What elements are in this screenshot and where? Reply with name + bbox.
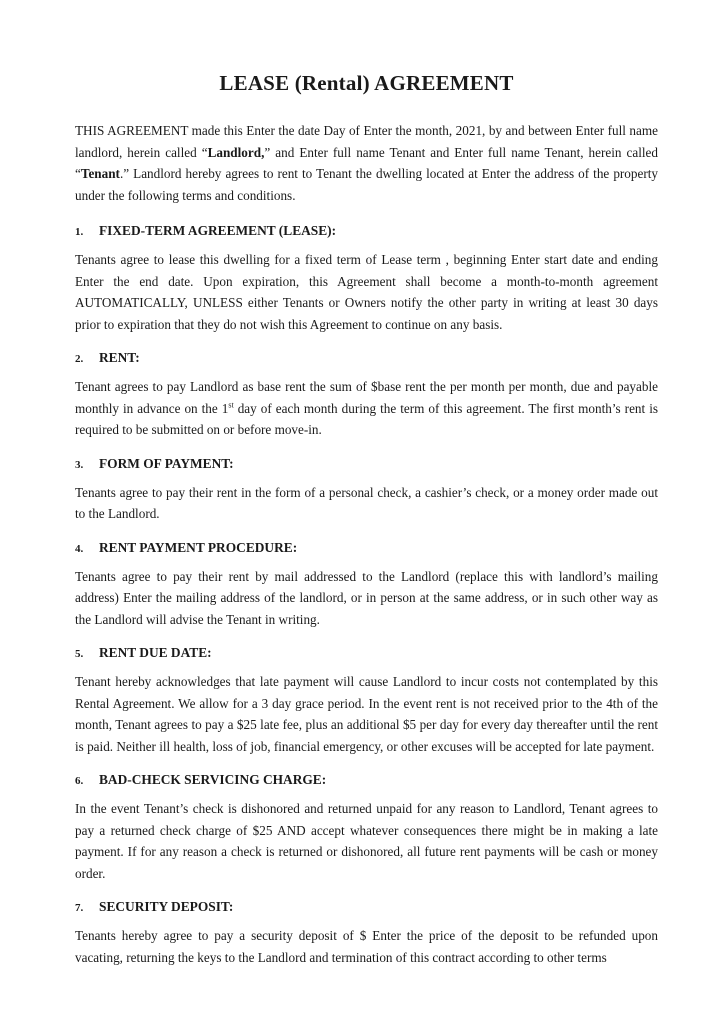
section-number: 6.	[75, 775, 84, 787]
intro-text-1: THIS AGREEMENT made this Enter the date Day of Enter the month, 2021, by and between Enter full name landlord, herein called “	[75, 123, 658, 160]
section-rent-due-date	[75, 642, 658, 757]
section-title: BAD-CHECK SERVICING CHARGE:	[99, 772, 327, 787]
ordinal-superscript: st	[228, 400, 234, 410]
section-body: In the event Tenant’s check is dishonored and returned unpaid for any reason to Landlord, Tenant agrees to pay a returned check charge of $25 AND accept whatever consequences there might be in making a late payment. If for any reason a check is returned or dishonored, all future rent payments will be cash or money order.	[75, 801, 658, 881]
rent-text-b: day of each month during the term of this agreement. The first month’s rent is required to be submitted on or before move-in.	[75, 400, 658, 437]
section-security-deposit	[75, 896, 658, 968]
section-number: 5.	[75, 648, 84, 660]
section-body: Tenants hereby agree to pay a security deposit of $ Enter the price of the deposit to be refunded upon vacating, returning the keys to the Landlord and termination of this contract according to other terms	[75, 928, 658, 965]
section-body	[75, 376, 658, 441]
intro-paragraph	[75, 120, 658, 206]
section-heading	[75, 896, 658, 919]
section-title: SECURITY DEPOSIT:	[99, 899, 234, 914]
rent-text-a: Tenant agrees to pay Landlord as base rent the sum of $base rent the per month per month, due and payable monthly in advance on the 1	[75, 379, 658, 416]
section-number: 2.	[75, 353, 84, 365]
section-heading	[75, 642, 658, 665]
section-heading	[75, 769, 658, 792]
tenant-term: Tenant	[80, 166, 120, 181]
section-heading	[75, 537, 658, 560]
section-title: RENT PAYMENT PROCEDURE:	[99, 539, 298, 555]
section-body: Tenants agree to lease this dwelling for a fixed term of Lease term , beginning Enter start date and ending Enter the end date. Upon expiration, this Agreement shall become a month-to-month agreement AUTOMATICALLY, UNLESS either Tenants or Owners notify the other party in writing at least 30 days prior to expiration that they do not wish this Agreement to continue on any basis.	[75, 252, 658, 332]
section-heading	[75, 347, 658, 370]
document-title: LEASE (Rental) AGREEMENT	[219, 71, 514, 95]
section-rent-payment-procedure	[75, 537, 658, 631]
section-title: FIXED-TERM AGREEMENT (LEASE):	[99, 223, 337, 238]
section-heading	[75, 220, 658, 243]
section-fixed-term	[75, 220, 658, 335]
section-title: FORM OF PAYMENT:	[99, 455, 234, 471]
section-body: Tenants agree to pay their rent by mail addressed to the Landlord (replace this with landlord’s mailing address) Enter the mailing address of the landlord, or in person at the same address, or in such other way as the Landlord will advise the Tenant in writing.	[75, 568, 658, 627]
section-bad-check-charge	[75, 769, 658, 884]
section-title: RENT:	[99, 350, 140, 365]
section-form-of-payment	[75, 453, 658, 525]
section-number: 3.	[75, 458, 84, 471]
section-title: RENT DUE DATE:	[99, 645, 212, 660]
section-heading	[75, 453, 658, 476]
intro-text-3: .” Landlord hereby agrees to rent to Tenant the dwelling located at Enter the address of the property under the following terms and conditions.	[75, 166, 658, 203]
section-number: 1.	[75, 226, 84, 238]
section-number: 7.	[75, 902, 84, 914]
landlord-term: Landlord,	[207, 144, 265, 160]
intro-text-2: ” and Enter full name Tenant and Enter full name Tenant, herein called “	[75, 144, 658, 181]
section-body: Tenants agree to pay their rent in the form of a personal check, a cashier’s check, or a money order made out to the Landlord.	[75, 484, 658, 521]
section-number: 4.	[75, 542, 84, 555]
section-rent	[75, 347, 658, 441]
section-body: Tenant hereby acknowledges that late payment will cause Landlord to incur costs not contemplated by this Rental Agreement. We allow for a 3 day grace period. In the event rent is not received prior to the 4th of the month, Tenant agrees to pay a $25 late fee, plus an additional $5 per day for every day thereafter until the rent is paid. Neither ill health, loss of job, financial emergency, or other excuses will be accepted for late payment.	[75, 674, 658, 754]
